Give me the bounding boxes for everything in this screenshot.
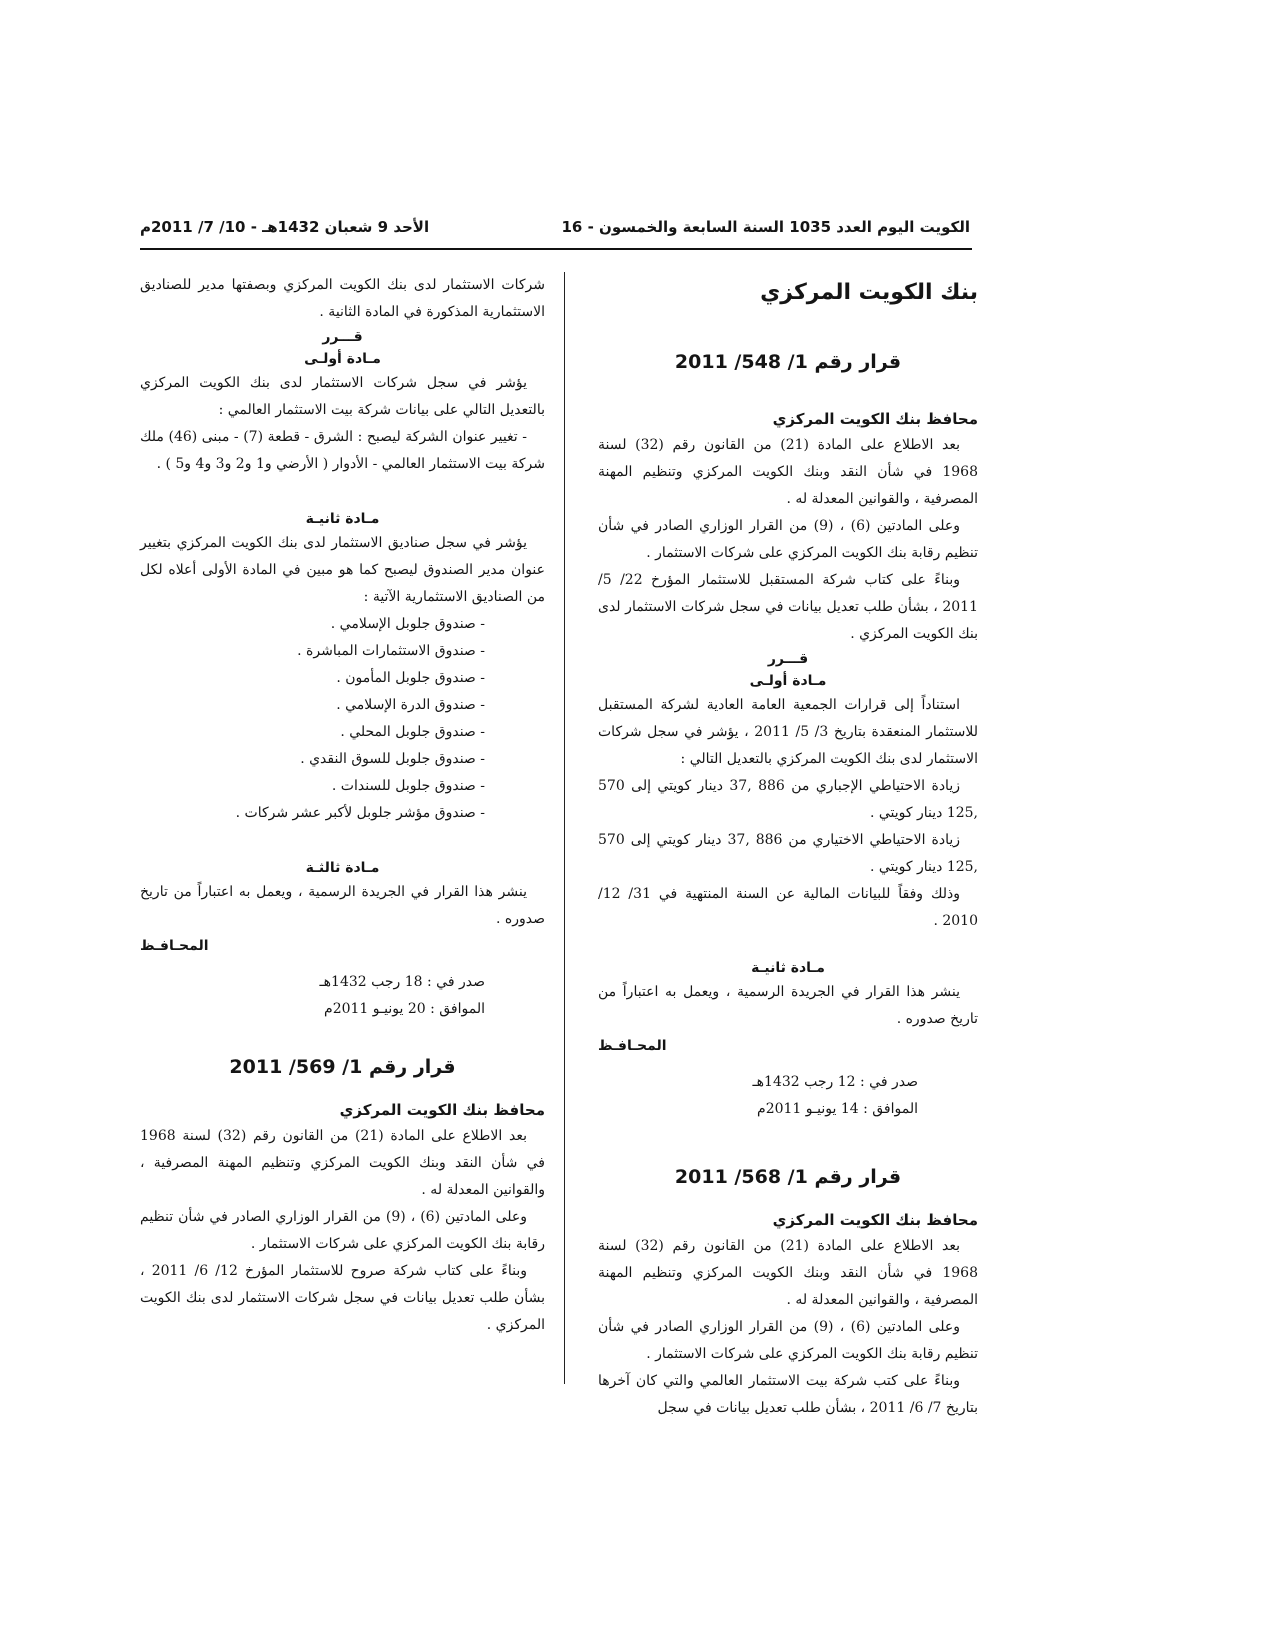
paragraph: استناداً إلى قرارات الجمعية العامة العادية لشركة المستقبل للاستثمار المنعقدة بتاريخ 3/ 5/ 2011 ، يؤشر في سجل شركات الاستثمار لدى بنك الكويت المركزي بالتعديل التالي : — [598, 697, 979, 767]
governor-heading: محافظ بنك الكويت المركزي — [772, 1211, 978, 1229]
decree-title: قرار رقم 1/ 548/ 2011 — [674, 351, 902, 373]
issued-date: صدر في : 18 رجب 1432هـ — [319, 974, 485, 990]
paragraph: شركات الاستثمار لدى بنك الكويت المركزي وبصفتها مدير للصناديق الاستثمارية المذكورة في المادة الثانية . — [140, 277, 545, 320]
paragraph: بعد الاطلاع على المادة (21) من القانون رقم (32) لسنة 1968 في شأن النقد وبنك الكويت المركزي وتنظيم المهنة المصرفية ، والقوانين المعدلة له . — [140, 1128, 545, 1198]
list-item: - صندوق جلوبل للسندات . — [331, 778, 485, 794]
paragraph: - تغيير عنوان الشركة ليصبح : الشرق - قطعة (7) - مبنى (46) ملك شركة بيت الاستثمار العالمي - الأدوار ( الأرضي و1 و2 و3 و4 و5 ) . — [140, 429, 545, 472]
bank-title: بنك الكويت المركزي — [760, 280, 978, 305]
column-divider — [564, 272, 565, 1384]
list-item: - صندوق الدرة الإسلامي . — [336, 697, 485, 713]
article-heading: مـادة أولـى — [749, 673, 827, 689]
list-item: - صندوق الاستثمارات المباشرة . — [297, 643, 485, 659]
paragraph: وذلك وفقاً للبيانات المالية عن السنة المنتهية في 31/ 12/ 2010 . — [598, 886, 978, 929]
article-heading: مـادة أولـى — [304, 351, 381, 367]
paragraph: زيادة الاحتياطي الإجباري من 886 ,37 دينار كويتي إلى 570 ,125 دينار كويتي . — [598, 778, 978, 821]
paragraph: وعلى المادتين (6) ، (9) من القرار الوزاري الصادر في شأن تنظيم رقابة بنك الكويت المركزي على شركات الاستثمار . — [140, 1209, 545, 1252]
left-column — [140, 272, 545, 1339]
paragraph: يؤشر في سجل شركات الاستثمار لدى بنك الكويت المركزي بالتعديل التالي على بيانات شركة بيت الاستثمار العالمي : — [140, 375, 545, 418]
list-item: - صندوق جلوبل للسوق النقدي . — [300, 751, 485, 767]
decree-title: قرار رقم 1/ 569/ 2011 — [229, 1056, 456, 1078]
paragraph: وبناءً على كتب شركة بيت الاستثمار العالمي والتي كان آخرها بتاريخ 7/ 6/ 2011 ، بشأن طلب تعديل بيانات في سجل — [598, 1373, 978, 1416]
page-header — [140, 218, 970, 244]
paragraph: وبناءً على كتاب شركة صروح للاستثمار المؤرخ 12/ 6/ 2011 ، بشأن طلب تعديل بيانات في سجل شركات الاستثمار لدى بنك الكويت المركزي . — [140, 1263, 545, 1333]
right-column — [598, 272, 978, 1422]
decided-heading: قـــرر — [767, 651, 809, 667]
paragraph: بعد الاطلاع على المادة (21) من القانون رقم (32) لسنة 1968 في شأن النقد وبنك الكويت المركزي وتنظيم المهنة المصرفية ، والقوانين المعدلة له . — [598, 1238, 978, 1308]
signer: المحـافـظ — [598, 1038, 667, 1054]
list-item: - صندوق جلوبل الإسلامي . — [330, 616, 485, 632]
article-heading: مـادة ثانيـة — [751, 960, 825, 976]
funds-list — [140, 611, 545, 827]
paragraph: ينشر هذا القرار في الجريدة الرسمية ، ويعمل به اعتباراً من تاريخ صدوره . — [598, 984, 978, 1027]
governor-heading: محافظ بنك الكويت المركزي — [772, 410, 978, 428]
corresponding-date: الموافق : 14 يونيـو 2011م — [757, 1101, 918, 1117]
paragraph: يؤشر في سجل صناديق الاستثمار لدى بنك الكويت المركزي بتغيير عنوان مدير الصندوق ليصبح كما هو مبين في المادة الأولى أعلاه لكل من الصناديق الاستثمارية الآتية : — [140, 535, 545, 605]
paragraph: زيادة الاحتياطي الاختياري من 886 ,37 دينار كويتي إلى 570 ,125 دينار كويتي . — [598, 832, 978, 875]
header-rule — [140, 248, 972, 250]
decided-heading: قـــرر — [322, 329, 363, 345]
governor-heading: محافظ بنك الكويت المركزي — [339, 1101, 545, 1119]
header-issue-info: الكويت اليوم العدد 1035 السنة السابعة والخمسون - 16 — [561, 218, 970, 236]
paragraph: وبناءً على كتاب شركة المستقبل للاستثمار المؤرخ 22/ 5/ 2011 ، بشأن طلب تعديل بيانات في سجل شركات الاستثمار لدى بنك الكويت المركزي . — [598, 572, 978, 642]
article-heading: مـادة ثالثـة — [305, 860, 380, 876]
paragraph: وعلى المادتين (6) ، (9) من القرار الوزاري الصادر في شأن تنظيم رقابة بنك الكويت المركزي على شركات الاستثمار . — [598, 518, 978, 561]
signer: المحـافـظ — [140, 938, 209, 954]
article-heading: مـادة ثانيـة — [305, 511, 380, 527]
list-item: - صندوق مؤشر جلوبل لأكبر عشر شركات . — [235, 805, 485, 821]
decree-title: قرار رقم 1/ 568/ 2011 — [674, 1166, 902, 1188]
issued-date: صدر في : 12 رجب 1432هـ — [752, 1074, 918, 1090]
paragraph: وعلى المادتين (6) ، (9) من القرار الوزاري الصادر في شأن تنظيم رقابة بنك الكويت المركزي على شركات الاستثمار . — [598, 1319, 978, 1362]
header-date: الأحد 9 شعبان 1432هـ - 10/ 7/ 2011م — [140, 218, 430, 236]
list-item: - صندوق جلوبل المأمون . — [336, 670, 485, 686]
corresponding-date: الموافق : 20 يونيـو 2011م — [324, 1001, 485, 1017]
paragraph: بعد الاطلاع على المادة (21) من القانون رقم (32) لسنة 1968 في شأن النقد وبنك الكويت المركزي وتنظيم المهنة المصرفية ، والقوانين المعدلة له . — [598, 437, 978, 507]
list-item: - صندوق جلوبل المحلي . — [340, 724, 485, 740]
paragraph: ينشر هذا القرار في الجريدة الرسمية ، ويعمل به اعتباراً من تاريخ صدوره . — [140, 884, 545, 927]
